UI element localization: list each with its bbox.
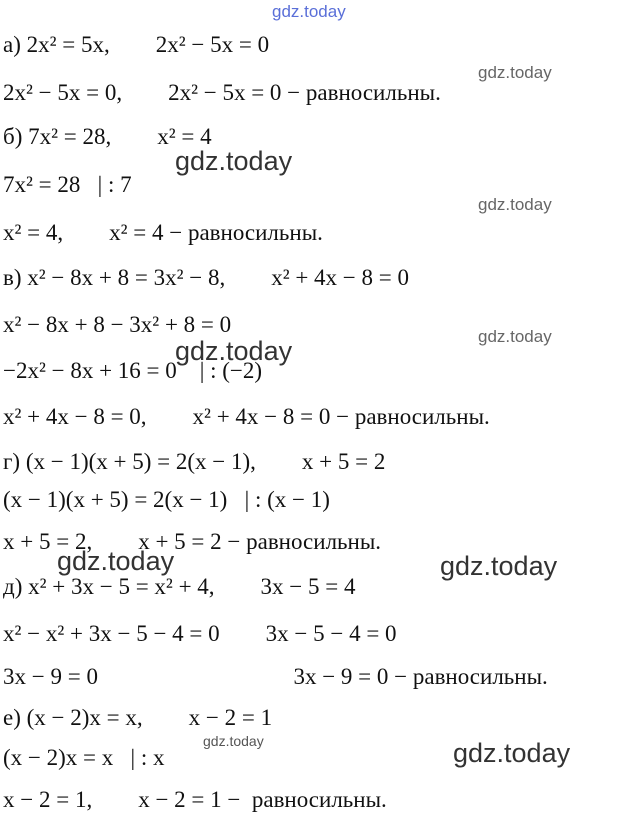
watermark: gdz.today — [440, 551, 558, 581]
watermark: gdz.today — [453, 738, 571, 768]
equation-line-c1: в) x² − 8x + 8 = 3x² − 8, x² + 4x − 8 = 0 — [3, 265, 410, 290]
equation-line-d2: (x − 1)(x + 5) = 2(x − 1) | : (x − 1) — [3, 487, 330, 512]
equation-line-f1: е) (x − 2)x = x, x − 2 = 1 — [3, 705, 273, 730]
equation-line-b3: x² = 4, x² = 4 − равносильны. — [3, 220, 323, 245]
equation-line-d3: x + 5 = 2, x + 5 = 2 − равносильны. — [3, 529, 382, 554]
watermark: gdz.today — [175, 146, 293, 176]
equation-line-b2: 7x² = 28 | : 7 — [3, 172, 132, 197]
equation-line-e2: x² − x² + 3x − 5 − 4 = 0 3x − 5 − 4 = 0 — [3, 621, 397, 646]
equation-line-e1: д) x² + 3x − 5 = x² + 4, 3x − 5 = 4 — [3, 574, 356, 599]
equation-line-c3: −2x² − 8x + 16 = 0 | : (−2) — [3, 358, 263, 383]
watermark: gdz.today — [203, 733, 264, 749]
equation-line-c2: x² − 8x + 8 − 3x² + 8 = 0 — [3, 312, 232, 337]
watermark: gdz.today — [57, 546, 175, 576]
watermark-top: gdz.today — [272, 2, 346, 21]
equation-line-a2: 2x² − 5x = 0, 2x² − 5x = 0 − равносильны. — [3, 80, 441, 105]
equation-line-f3: x − 2 = 1, x − 2 = 1 − равносильны. — [3, 787, 387, 812]
equation-line-c4: x² + 4x − 8 = 0, x² + 4x − 8 = 0 − равносильны. — [3, 404, 490, 429]
watermark: gdz.today — [478, 63, 552, 82]
equation-line-b1: б) 7x² = 28, x² = 4 — [3, 124, 212, 149]
equation-line-a1: а) 2x² = 5x, 2x² − 5x = 0 — [3, 32, 270, 57]
watermark: gdz.today — [478, 327, 552, 346]
equation-line-e3: 3x − 9 = 0 3x − 9 = 0 − равносильны. — [3, 664, 548, 689]
equation-line-f2: (x − 2)x = x | : x — [3, 745, 165, 770]
watermark: gdz.today — [478, 195, 552, 214]
watermark: gdz.today — [175, 336, 293, 366]
equation-line-d1: г) (x − 1)(x + 5) = 2(x − 1), x + 5 = 2 — [3, 449, 386, 474]
